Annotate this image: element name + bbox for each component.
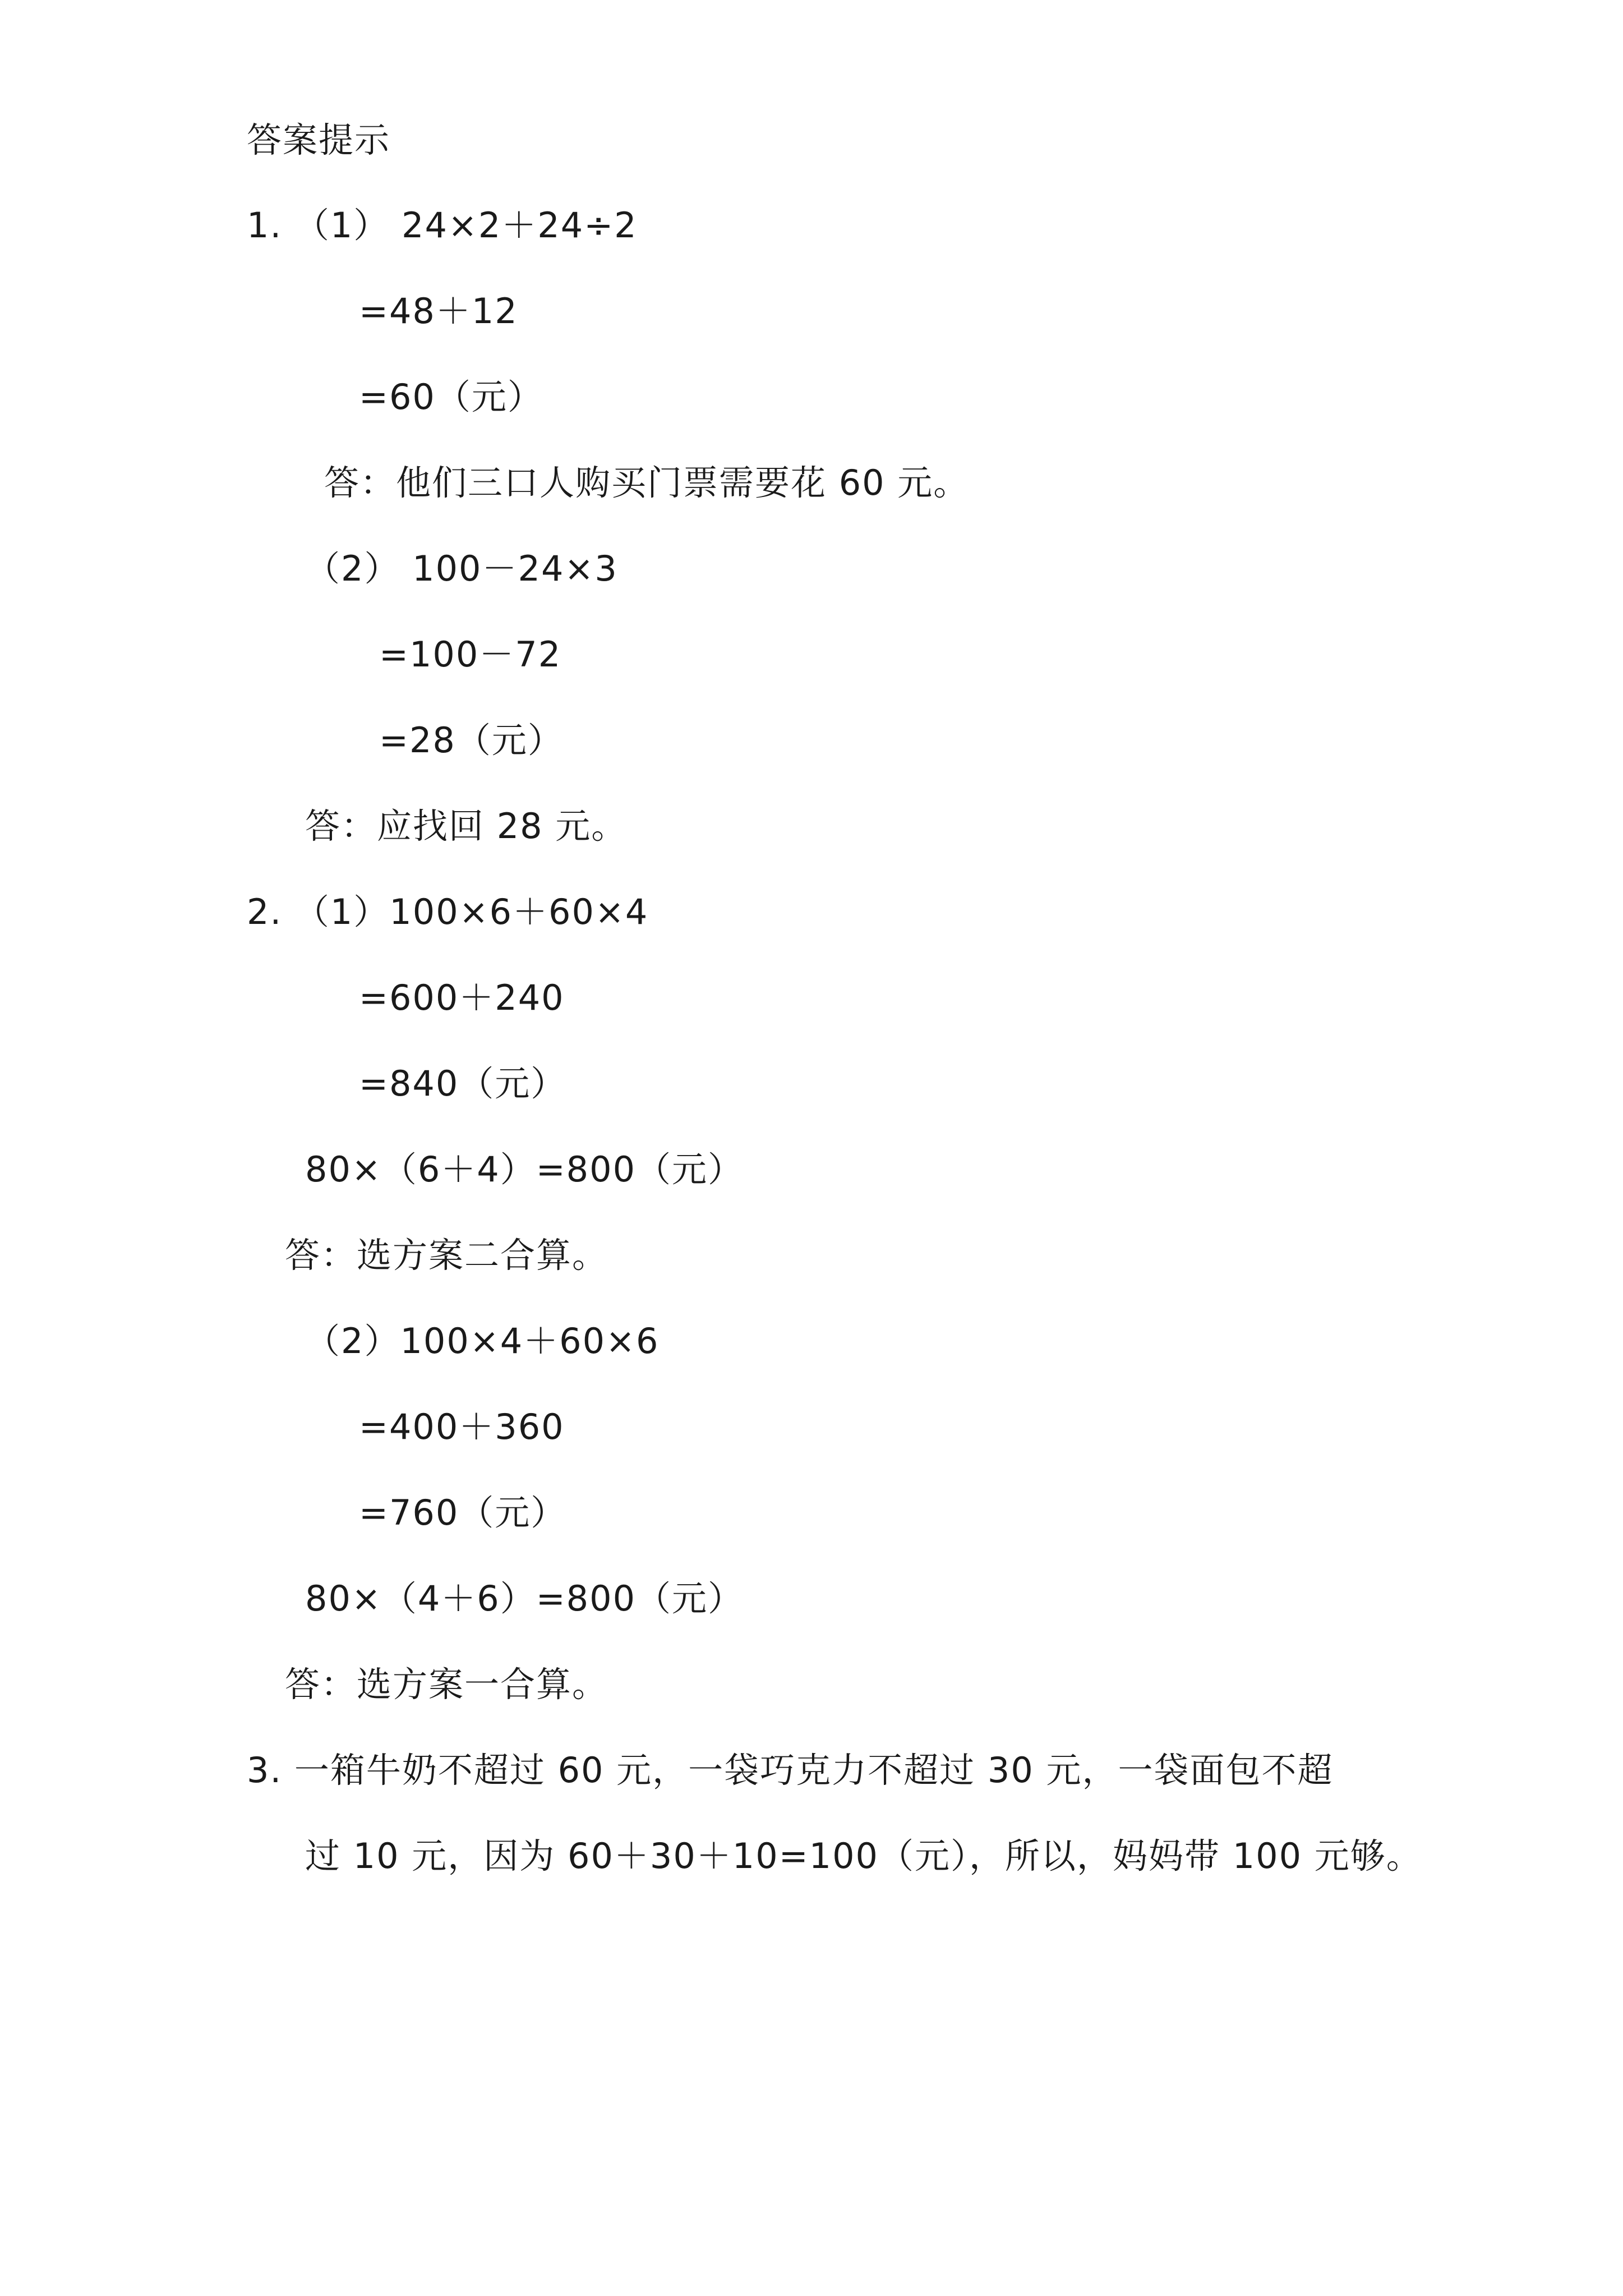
- q3-answer-line2: 过 10 元，因为 60＋30＋10=100（元），所以，妈妈带 100 元够。: [305, 1835, 1422, 1876]
- q2-part1-expression: 2. （1）100×6＋60×4: [247, 891, 649, 932]
- q1-part1-expression: 1. （1） 24×2＋24÷2: [247, 205, 638, 246]
- q2-part2-expression: （2）100×4＋60×6: [305, 1320, 660, 1361]
- q1-part2-step1: =100－72: [379, 634, 562, 675]
- q1-part2-step2: =28（元）: [379, 720, 564, 761]
- q1-part1-answer: 答：他们三口人购买门票需要花 60 元。: [324, 462, 970, 503]
- q2-part2-answer: 答：选方案一合算。: [285, 1664, 608, 1705]
- q2-part1-step1: =600＋240: [359, 977, 565, 1018]
- q1-part1-step1: =48＋12: [359, 291, 518, 332]
- page-title: 答案提示: [247, 119, 391, 160]
- q2-part1-alternative: 80×（6＋4）=800（元）: [305, 1149, 744, 1190]
- q1-part1-step2: =60（元）: [359, 376, 543, 417]
- q2-part2-step1: =400＋360: [359, 1406, 565, 1447]
- q1-part2-expression: （2） 100－24×3: [305, 548, 618, 589]
- q2-part2-alternative: 80×（4＋6）=800（元）: [305, 1578, 744, 1619]
- q3-answer-line1: 3. 一箱牛奶不超过 60 元，一袋巧克力不超过 30 元，一袋面包不超: [247, 1750, 1334, 1791]
- q2-part1-answer: 答：选方案二合算。: [285, 1235, 608, 1276]
- q1-part2-answer: 答：应找回 28 元。: [305, 806, 628, 846]
- q2-part2-step2: =760（元）: [359, 1492, 567, 1533]
- q2-part1-step2: =840（元）: [359, 1063, 567, 1104]
